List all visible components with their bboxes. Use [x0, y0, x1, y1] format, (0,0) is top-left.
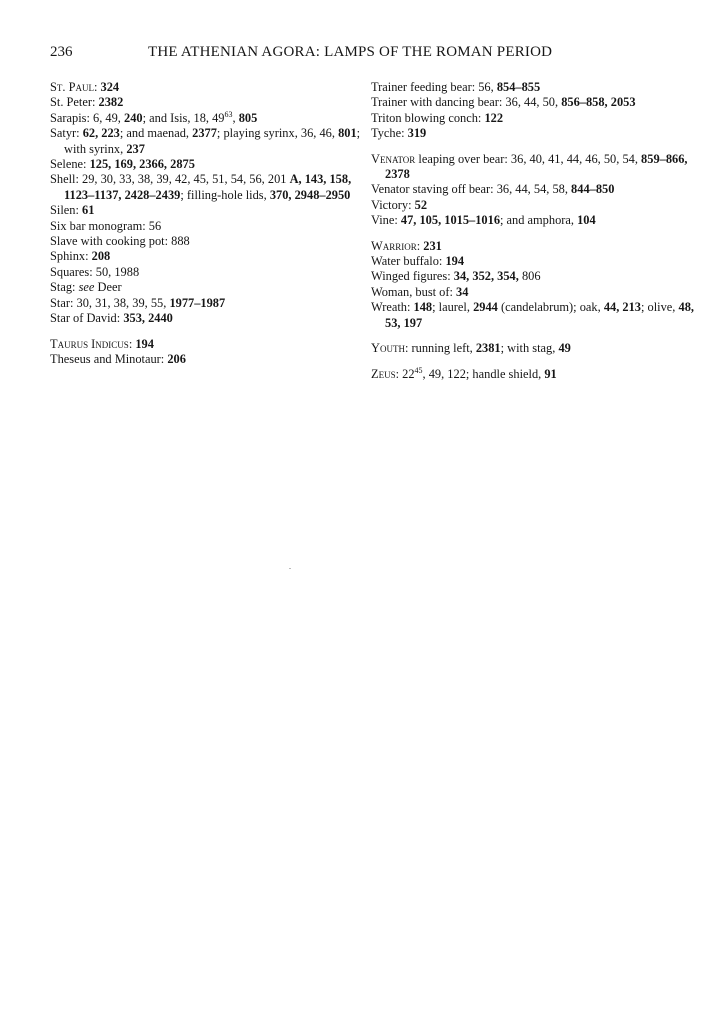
entry-text: ; olive, [640, 300, 679, 315]
entry-number: 319 [407, 126, 427, 141]
entry-text: 63 [224, 109, 233, 119]
entry-number: 353, 2440 [123, 311, 173, 326]
entry-text: Trainer with dancing bear: 36, 44, 50, [371, 95, 562, 110]
entry-text: leaping over bear: 36, 40, 41, 44, 46, 50, 54, [415, 151, 642, 166]
entry-number: 62, 223 [82, 126, 120, 141]
index-entry [371, 95, 705, 110]
index-entry [371, 269, 705, 284]
index-entry [50, 352, 362, 367]
entry-number: 856–858, 2053 [561, 95, 636, 110]
entry-text: Vine: [371, 213, 401, 228]
entry-text: Triton blowing conch: [371, 110, 485, 125]
scan-speck [289, 568, 291, 569]
index-entry [50, 280, 362, 295]
entry-number: 47, 105, 1015–1016 [400, 213, 501, 228]
running-head: THE ATHENIAN AGORA: LAMPS OF THE ROMAN PERIOD [148, 44, 553, 60]
entry-number: 148 [413, 300, 433, 315]
entry-number: 231 [423, 238, 442, 253]
entry-text: Tyche: [371, 126, 408, 141]
entry-heading: Venator [371, 151, 416, 166]
index-entry [50, 95, 362, 110]
entry-text: Six bar monogram: 56 [50, 218, 162, 233]
index-entry [371, 198, 705, 213]
entry-text: Selene: [50, 157, 90, 172]
entry-number: 49 [558, 341, 571, 356]
entry-number: 194 [135, 336, 154, 351]
entry-text: St. Peter: [50, 95, 99, 110]
index-entry [50, 337, 362, 352]
entry-text: ; laurel, [432, 300, 474, 315]
entry-text: Wreath: [371, 300, 414, 315]
index-entry [371, 239, 705, 254]
entry-number: 91 [544, 366, 557, 381]
entry-number: 370, 2948–2950 [269, 187, 351, 202]
entry-text: see [78, 280, 95, 295]
entry-text: ; with stag, [500, 341, 559, 356]
entry-number: 48, 53, 197 [385, 300, 694, 330]
entry-text: Venator staving off bear: 36, 44, 54, 58, [371, 182, 572, 197]
entry-text: Slave with cooking pot: 888 [50, 234, 190, 249]
index-entry [371, 182, 705, 197]
entry-text: Theseus and Minotaur: [50, 351, 168, 366]
entry-number: 125, 169, 2366, 2875 [89, 157, 195, 172]
index-entry [371, 152, 705, 183]
entry-text: Sarapis: 6, 49, [50, 110, 124, 125]
entry-text: , [232, 110, 239, 125]
entry-text: ; filling-hole lids, [180, 187, 270, 202]
entry-number: 61 [82, 203, 95, 218]
entry-number: 2377 [192, 126, 217, 141]
entry-text: Winged figures: [371, 269, 454, 284]
entry-text: Shell: 29, 30, 33, 38, 39, 42, 45, 51, 54, 56, 201 [50, 172, 290, 187]
entry-number: 859–866, 2378 [385, 151, 688, 182]
entry-number: 52 [414, 197, 428, 212]
index-entry [50, 296, 362, 311]
index-entry [50, 126, 362, 157]
entry-text: , 49, 122; handle shield, [422, 366, 545, 381]
index-entry [371, 300, 705, 331]
entry-text: Woman, bust of: [371, 284, 457, 299]
entry-text: 806 [518, 269, 541, 284]
entry-heading: St. Paul [50, 80, 94, 94]
entry-text: ; with syrinx, [64, 126, 361, 156]
entry-heading: Youth [371, 341, 405, 356]
entry-text: Satyr: [50, 126, 83, 141]
entry-text: Silen: [50, 203, 83, 218]
index-entry [50, 157, 362, 172]
entry-number: A, 143, 158, 1123–1137, 2428–2439 [64, 172, 352, 202]
entry-text: Sphinx: [50, 249, 92, 264]
entry-number: 208 [91, 249, 111, 264]
index-entry [50, 249, 362, 264]
entry-number: 2382 [98, 95, 124, 110]
entry-text: ; and maenad, [119, 126, 193, 141]
index-entry [371, 80, 705, 95]
entry-heading: Warrior [371, 238, 417, 253]
index-entry [50, 234, 362, 249]
index-entry [50, 219, 362, 234]
entry-number: 206 [167, 351, 186, 366]
entry-number: 237 [126, 141, 145, 156]
entry-number: 854–855 [496, 80, 541, 94]
entry-number: 34, 352, 354, [453, 269, 519, 284]
entry-number: 801 [338, 126, 357, 141]
entry-text: ; and amphora, [500, 213, 578, 228]
page-number: 236 [50, 44, 73, 60]
entry-text: (candelabrum); oak, [497, 300, 604, 315]
entry-number: 44, 213 [603, 300, 641, 315]
index-entry [371, 285, 705, 300]
index-column-right [371, 80, 705, 382]
entry-text: Trainer feeding bear: 56, [371, 80, 497, 94]
entry-number: 2944 [473, 300, 498, 315]
entry-number: 844–850 [571, 182, 615, 197]
index-column-left [50, 80, 362, 367]
entry-number: 122 [484, 110, 504, 125]
index-entry [50, 265, 362, 280]
entry-text: Deer [94, 280, 122, 295]
entry-number: 324 [100, 80, 120, 94]
entry-text: Star of David: [50, 311, 124, 326]
entry-text: : [128, 336, 136, 351]
index-entry [371, 341, 705, 356]
index-entry [50, 111, 362, 126]
index-entry [371, 111, 705, 126]
entry-number: 805 [238, 110, 258, 125]
entry-number: 240 [124, 110, 143, 125]
entry-text: : 22 [395, 366, 415, 381]
index-entry [371, 254, 705, 269]
index-entry [50, 172, 362, 203]
entry-number: 2381 [475, 341, 501, 356]
entry-number: 194 [445, 254, 465, 269]
entry-text: Squares: 50, 1988 [50, 264, 140, 279]
entry-text: : running left, [404, 341, 476, 356]
index-entry [50, 80, 362, 95]
entry-heading: Zeus [371, 366, 396, 381]
entry-heading: Taurus Indicus [50, 336, 129, 351]
entry-text: : [93, 80, 101, 94]
index-entry [371, 213, 705, 228]
entry-number: 1977–1987 [169, 295, 226, 310]
entry-text: ; playing syrinx, 36, 46, [216, 126, 339, 141]
entry-text: Victory: [371, 197, 415, 212]
index-entry [371, 367, 705, 382]
index-entry [50, 311, 362, 326]
index-entry [371, 126, 705, 141]
index-entry [50, 203, 362, 218]
entry-number: 34 [456, 284, 469, 299]
entry-text: : [416, 238, 424, 253]
entry-text: Water buffalo: [371, 254, 446, 269]
entry-text: ; and Isis, 18, 49 [142, 110, 225, 125]
entry-number: 104 [577, 213, 596, 228]
entry-text: Stag: [50, 280, 79, 295]
entry-text: Star: 30, 31, 38, 39, 55, [50, 295, 170, 310]
entry-text: 45 [414, 365, 423, 375]
